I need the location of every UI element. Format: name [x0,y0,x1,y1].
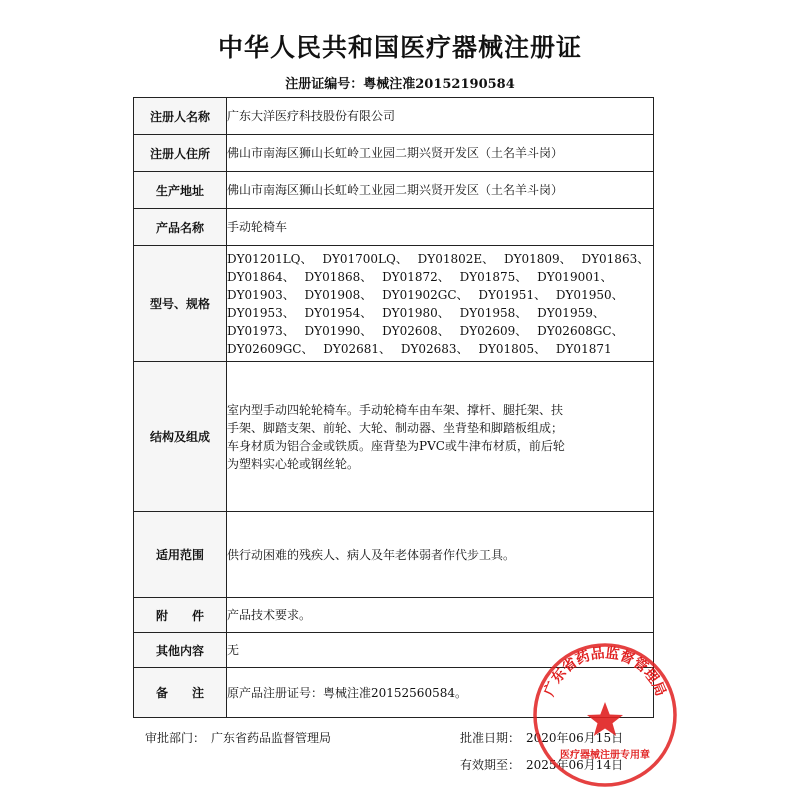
label-scope: 适用范围 [134,512,227,598]
model-line: DY01953、 DY01954、 DY01980、 DY01958、 DY01959、 [227,305,605,320]
structure-line: 为塑料实心轮或钢丝轮。 [227,456,360,471]
seal-arc-text: 广东省药品监督管理局 [541,645,669,699]
approval-department: 审批部门： 广东省药品监督管理局 [145,731,332,745]
label-production: 生产地址 [134,172,227,209]
row-address [134,135,654,172]
structure-line: 室内型手动四轮轮椅车。手动轮椅车由车架、撑杆、腿托架、扶 [227,402,564,417]
row-registrant [134,98,654,135]
value-remark: 原产品注册证号：粤械注准20152560584。 [227,668,654,718]
label-remark: 备 注 [134,668,227,718]
value-production: 佛山市南海区狮山长虹岭工业园二期兴贤开发区（土名羊斗岗） [227,172,654,209]
seal-star-icon [587,702,623,736]
official-seal [530,640,680,790]
label-address: 注册人住所 [134,135,227,172]
model-line: DY01973、 DY01990、 DY02608、 DY02609、 DY02608GC、 [227,323,624,338]
model-line: DY02609GC、 DY02681、 DY02683、 DY01805、 DY01871 [227,341,612,356]
row-production [134,172,654,209]
value-accessory: 产品技术要求。 [227,598,654,633]
value-address: 佛山市南海区狮山长虹岭工业园二期兴贤开发区（土名羊斗岗） [227,135,654,172]
registration-number: 注册证编号：粤械注准20152190584 [285,77,515,92]
label-registrant: 注册人名称 [134,98,227,135]
row-structure [134,362,654,512]
value-models [227,246,654,362]
model-line: DY01903、 DY01908、 DY01902GC、 DY01951、 DY01950、 [227,287,624,302]
label-product: 产品名称 [134,209,227,246]
certificate-table [133,97,654,718]
valid-until-date: 有效期至： 2025年06月14日 [460,758,624,772]
structure-line: 手架、脚踏支架、前轮、大轮、制动器、坐背垫和脚踏板组成； [227,420,564,435]
approval-date: 批准日期： 2020年06月15日 [460,731,624,745]
value-scope: 供行动困难的残疾人、病人及年老体弱者作代步工具。 [227,512,654,598]
value-other: 无 [227,633,654,668]
value-product: 手动轮椅车 [227,209,654,246]
label-other: 其他内容 [134,633,227,668]
row-models [134,246,654,362]
model-line: DY01864、 DY01868、 DY01872、 DY01875、 DY019001、 [227,269,613,284]
label-models: 型号、规格 [134,246,227,362]
seal-sub-text: 医疗器械注册专用章 [560,750,650,761]
value-structure [227,362,654,512]
label-structure: 结构及组成 [134,362,227,512]
structure-line: 车身材质为铝合金或铁质。座背垫为PVC或牛津布材质，前后轮 [227,438,565,453]
page-title: 中华人民共和国医疗器械注册证 [217,33,582,62]
model-line: DY01201LQ、 DY01700LQ、 DY01802E、 DY01809、 DY01863、 [227,251,650,266]
value-registrant: 广东大洋医疗科技股份有限公司 [227,98,654,135]
row-product [134,209,654,246]
row-scope [134,512,654,598]
row-accessory [134,598,654,633]
label-accessory: 附 件 [134,598,227,633]
